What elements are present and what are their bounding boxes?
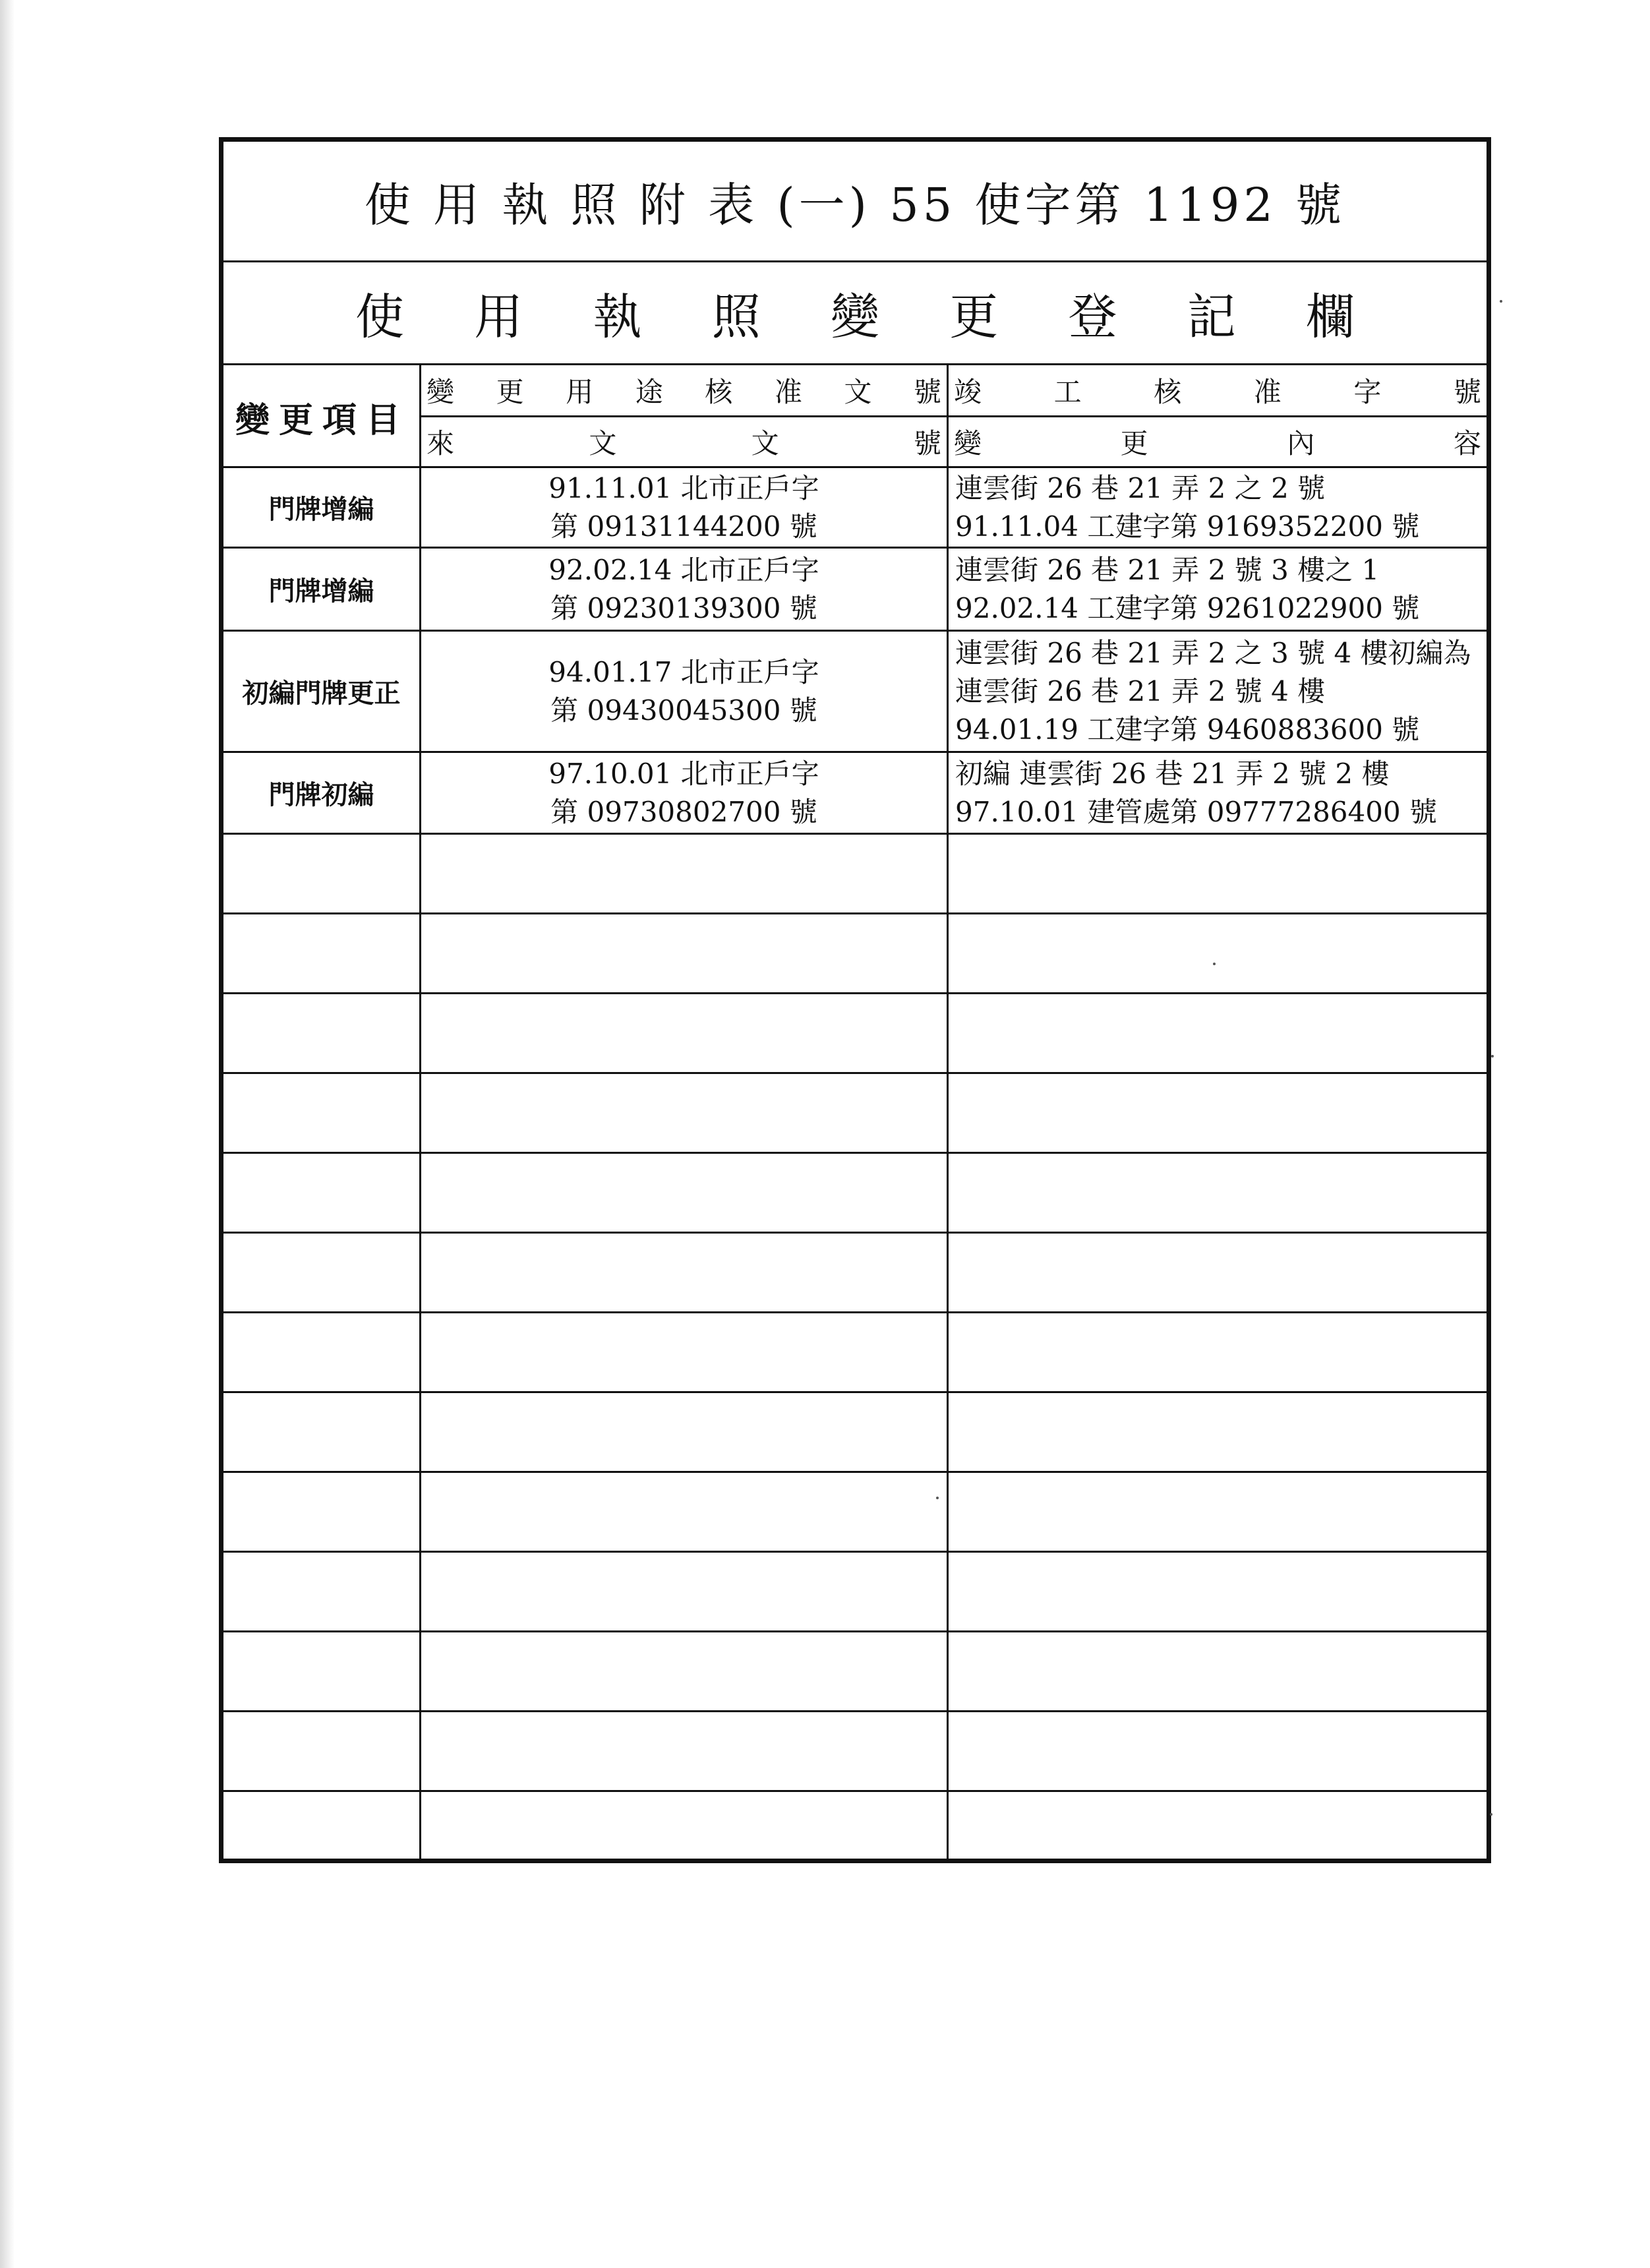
spaced-character: 准 — [1253, 376, 1282, 408]
spaced-character: 照 — [711, 288, 761, 345]
row-divider — [223, 1072, 1487, 1074]
spaced-character: 更 — [1120, 427, 1148, 460]
row-divider — [223, 1152, 1487, 1154]
row-doc-number — [421, 549, 947, 630]
row-doc-number — [421, 753, 947, 833]
header-incoming-doc-number — [421, 417, 947, 466]
scan-speck — [1500, 300, 1502, 303]
title-band — [223, 142, 1487, 262]
section-title — [223, 262, 1487, 363]
row-divider — [223, 1311, 1487, 1313]
spaced-character: 字 — [1353, 376, 1382, 408]
row-divider — [223, 912, 1487, 914]
row-divider — [223, 1551, 1487, 1553]
text-line: 初編 連雲街 26 巷 21 弄 2 號 2 樓 — [955, 757, 1390, 790]
row-divider — [223, 1471, 1487, 1473]
row-divider — [223, 1630, 1487, 1632]
row-doc-number — [421, 632, 947, 751]
scan-speck — [936, 1497, 939, 1499]
row-change-content — [949, 468, 1487, 547]
spaced-character: 記 — [1187, 288, 1236, 345]
spaced-character: 途 — [635, 376, 663, 408]
scan-speck — [1213, 963, 1216, 965]
text-line: 第 09131144200 號 — [550, 510, 817, 543]
spaced-character: 竣 — [954, 376, 982, 408]
scan-edge-shadow — [0, 0, 15, 2268]
row-divider — [223, 1790, 1487, 1792]
row-change-content — [949, 753, 1487, 833]
text-line: 94.01.17 北市正戶字 — [548, 655, 819, 688]
row-divider — [223, 833, 1487, 835]
text-line: 第 09730802700 號 — [550, 795, 817, 828]
header-change-item: 變更項目 — [235, 400, 409, 440]
spaced-character: 執 — [593, 288, 642, 345]
spaced-character: 准 — [774, 376, 802, 408]
spaced-character: 更 — [496, 376, 524, 408]
row-change-item: 初編門牌更正 — [242, 678, 401, 709]
usage-license-attachment-form — [219, 137, 1491, 1863]
header-change-content — [949, 417, 1487, 466]
text-line: 第 09430045300 號 — [550, 694, 817, 727]
spaced-character: 來 — [427, 427, 455, 460]
spaced-character: 工 — [1053, 376, 1082, 408]
row-divider — [223, 1232, 1487, 1234]
spaced-character: 號 — [1453, 376, 1481, 408]
spaced-character: 用 — [474, 288, 523, 345]
form-title: 使 用 執 照 附 表 (一) 55 使字第 1192 號 — [364, 177, 1346, 232]
spaced-character: 文 — [589, 427, 617, 460]
change-record-table — [223, 365, 1487, 1859]
spaced-character: 變 — [427, 376, 455, 408]
text-line: 連雲街 26 巷 21 弄 2 之 2 號 — [955, 471, 1326, 504]
header-completion-approval-number — [949, 365, 1487, 415]
text-line: 94.01.19 工建字第 9460883600 號 — [955, 713, 1420, 746]
spaced-character: 文 — [751, 427, 779, 460]
spaced-character: 使 — [355, 288, 404, 345]
section-band — [223, 262, 1487, 365]
spaced-character: 核 — [705, 376, 733, 408]
text-line: 91.11.01 北市正戶字 — [548, 471, 819, 504]
row-change-item: 門牌初編 — [268, 779, 374, 810]
spaced-character: 更 — [949, 288, 999, 345]
spaced-character: 容 — [1453, 427, 1481, 460]
text-line: 連雲街 26 巷 21 弄 2 號 3 樓之 1 — [955, 553, 1380, 586]
spaced-character: 變 — [954, 427, 982, 460]
row-doc-number — [421, 468, 947, 547]
spaced-character: 內 — [1287, 427, 1315, 460]
spaced-character: 號 — [913, 376, 941, 408]
text-line: 92.02.14 北市正戶字 — [548, 553, 819, 586]
row-change-content — [949, 549, 1487, 630]
spaced-character: 號 — [913, 427, 941, 460]
row-divider — [223, 1391, 1487, 1393]
text-line: 連雲街 26 巷 21 弄 2 之 3 號 4 樓初編為 — [955, 636, 1471, 669]
header-approval-doc-number — [421, 365, 947, 415]
row-divider — [223, 1710, 1487, 1712]
scan-speck — [1491, 1055, 1494, 1058]
row-divider — [223, 992, 1487, 994]
text-line: 97.10.01 建管處第 09777286400 號 — [955, 795, 1438, 828]
text-line: 91.11.04 工建字第 9169352200 號 — [955, 510, 1420, 543]
spaced-character: 文 — [844, 376, 872, 408]
spaced-character: 欄 — [1306, 288, 1355, 345]
text-line: 第 09230139300 號 — [550, 591, 817, 624]
text-line: 連雲街 26 巷 21 弄 2 號 4 樓 — [955, 674, 1326, 707]
row-change-content — [949, 632, 1487, 751]
text-line: 97.10.01 北市正戶字 — [548, 757, 819, 790]
spaced-character: 登 — [1068, 288, 1117, 345]
text-line: 92.02.14 工建字第 9261022900 號 — [955, 591, 1420, 624]
spaced-character: 用 — [566, 376, 594, 408]
row-change-item: 門牌增編 — [268, 494, 374, 525]
scan-speck — [1490, 1813, 1492, 1816]
spaced-character: 變 — [831, 288, 879, 345]
spaced-character: 核 — [1154, 376, 1182, 408]
row-change-item: 門牌增編 — [268, 576, 374, 607]
